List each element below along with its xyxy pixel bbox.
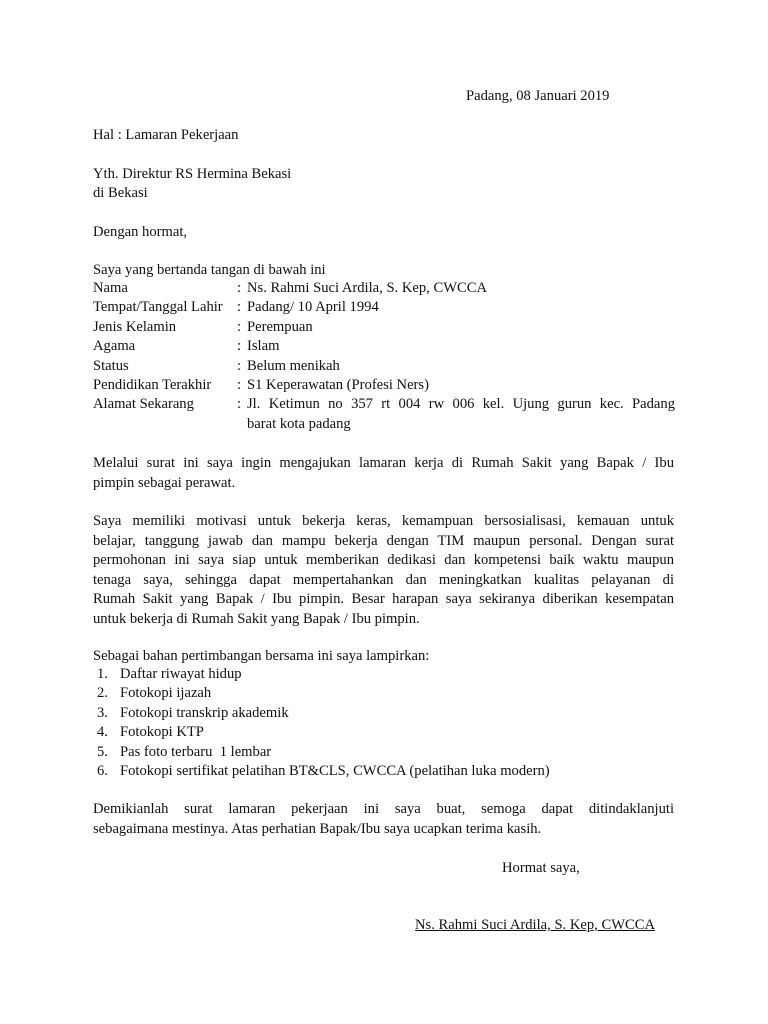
list-text: Pas foto terbaru 1 lembar: [120, 743, 272, 760]
closing-greeting: Hormat saya,: [502, 860, 580, 876]
paragraph-line: tenaga saya, sehingga dapat mempertahankan dan meningkatkan kualitas pelayanan di: [93, 571, 674, 588]
identity-colon: :: [237, 357, 242, 374]
identity-label: Tempat/Tanggal Lahir: [93, 299, 223, 316]
identity-label: Status: [93, 357, 129, 374]
identity-colon: :: [237, 396, 242, 413]
paragraph-application: [93, 454, 674, 493]
identity-label: Agama: [93, 338, 136, 355]
identity-value: S1 Keperawatan (Profesi Ners): [247, 377, 429, 394]
identity-label: Jenis Kelamin: [93, 318, 177, 335]
identity-value-address: [247, 395, 675, 434]
list-text: Fotokopi sertifikat pelatihan BT&CLS, CWCCA (pelatihan luka modern): [120, 763, 550, 780]
identity-value: Padang/ 10 April 1994: [247, 299, 379, 316]
list-item: [93, 723, 550, 742]
list-item: [93, 665, 550, 684]
identity-row: [93, 337, 675, 356]
attachments-list: [93, 665, 550, 781]
identity-value: Perempuan: [247, 318, 313, 335]
list-number: 4.: [97, 724, 108, 741]
identity-value: Ns. Rahmi Suci Ardila, S. Kep, CWCCA: [247, 280, 487, 296]
signature-name: Ns. Rahmi Suci Ardila, S. Kep, CWCCA: [415, 917, 655, 933]
list-number: 2.: [97, 685, 108, 702]
list-item: [93, 704, 550, 723]
salutation: Dengan hormat,: [93, 224, 188, 240]
paragraph-motivation: [93, 512, 674, 630]
paragraph-line: permohonan ini saya siap untuk memberikan dedikasi dan kompetensi baik waktu maupun: [93, 552, 674, 569]
identity-label: Pendidikan Terakhir: [93, 377, 212, 394]
list-item: [93, 762, 550, 781]
identity-colon: :: [237, 377, 242, 394]
list-number: 1.: [97, 666, 108, 682]
paragraph-line: Melalui surat ini saya ingin mengajukan lamaran kerja di Rumah Sakit yang Bapak / Ibu: [93, 455, 674, 471]
paragraph-line: untuk bekerja di Rumah Sakit yang Bapak / Ibu pimpin.: [93, 610, 420, 627]
list-item: [93, 684, 550, 703]
identity-table: [93, 279, 675, 434]
list-number: 5.: [97, 743, 108, 760]
recipient-line-1: Yth. Direktur RS Hermina Bekasi: [93, 166, 292, 182]
identity-row: [93, 279, 675, 298]
list-text: Daftar riwayat hidup: [120, 666, 242, 682]
identity-label: Nama: [93, 280, 128, 296]
recipient-line-2: di Bekasi: [93, 185, 148, 201]
paragraph-line: Demikianlah surat lamaran pekerjaan ini saya buat, semoga dapat ditindaklanjuti: [93, 801, 674, 817]
paragraph-line: Rumah Sakit yang Bapak / Ibu pimpin. Besar harapan saya sekiranya diberikan kesempatan: [93, 591, 674, 608]
identity-row-address: [93, 395, 675, 434]
address-line-1: Jl. Ketimun no 357 rt 004 rw 006 kel. Ujung gurun kec. Padang: [247, 396, 675, 413]
identity-colon: :: [237, 318, 242, 335]
identity-row: [93, 376, 675, 395]
paragraph-line: Saya memiliki motivasi untuk bekerja keras, kemampuan bersosialisasi, kemauan untuk: [93, 513, 674, 529]
identity-colon: :: [237, 338, 242, 355]
identity-value: Islam: [247, 338, 280, 355]
paragraph-line: pimpin sebagai perawat.: [93, 474, 236, 491]
identity-row: [93, 298, 675, 317]
identity-row: [93, 357, 675, 376]
identity-row: [93, 318, 675, 337]
identity-intro: Saya yang bertanda tangan di bawah ini: [93, 262, 326, 278]
subject-line: Hal : Lamaran Pekerjaan: [93, 127, 239, 143]
identity-colon: :: [237, 299, 242, 316]
paragraph-closing: [93, 800, 674, 839]
paragraph-line: belajar, tanggung jawab dan mampu bekerja dengan TIM maupun personal. Dengan surat: [93, 532, 674, 549]
identity-value: Belum menikah: [247, 357, 340, 374]
list-text: Fotokopi KTP: [120, 724, 204, 741]
place-date: Padang, 08 Januari 2019: [466, 88, 610, 104]
list-text: Fotokopi ijazah: [120, 685, 212, 702]
list-number: 3.: [97, 704, 108, 721]
address-line-2: barat kota padang: [247, 415, 351, 432]
paragraph-line: sebagaimana mestinya. Atas perhatian Bapak/Ibu saya ucapkan terima kasih.: [93, 820, 542, 837]
identity-colon: :: [237, 280, 242, 296]
attachments-intro: Sebagai bahan pertimbangan bersama ini saya lampirkan:: [93, 648, 430, 664]
list-item: [93, 743, 550, 762]
identity-label: Alamat Sekarang: [93, 396, 194, 413]
list-number: 6.: [97, 763, 108, 780]
list-text: Fotokopi transkrip akademik: [120, 704, 289, 721]
